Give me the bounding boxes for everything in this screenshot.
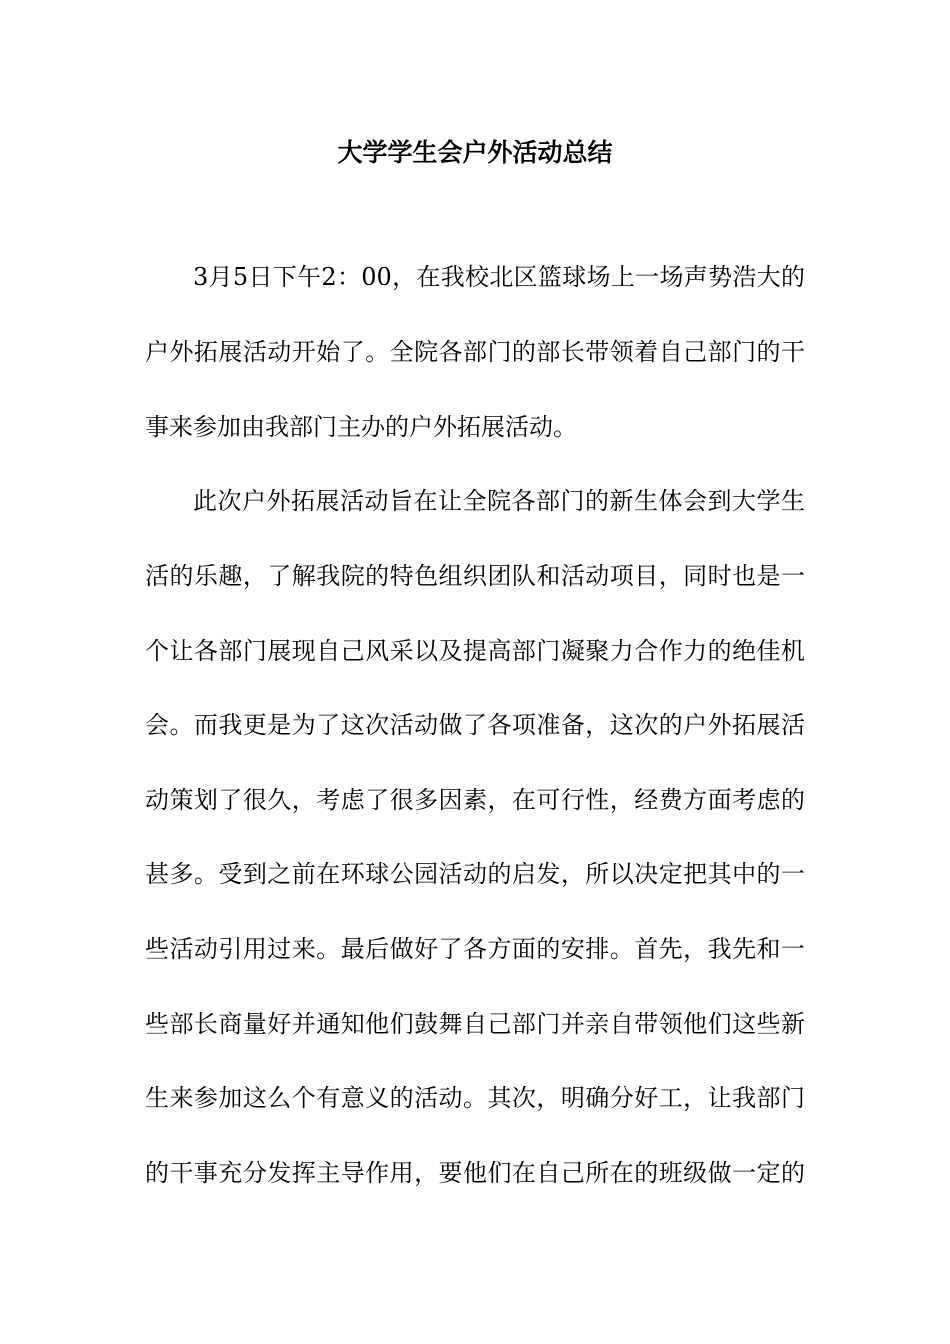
document-title: 大学学生会户外活动总结 [337, 138, 613, 167]
paragraph-2-line-3: 个让各部门展现自己风采以及提高部门凝聚力合作力的绝佳机 [145, 637, 805, 665]
paragraph-1-line-1: 3月5日下午2：00，在我校北区篮球场上一场声势浩大的 [193, 263, 805, 291]
paragraph-2-line-2: 活的乐趣，了解我院的特色组织团队和活动项目，同时也是一 [145, 562, 805, 590]
paragraph-1-line-2: 户外拓展活动开始了。全院各部门的部长带领着自己部门的干 [145, 338, 805, 366]
paragraph-1-line-3: 事来参加由我部门主办的户外拓展活动。 [145, 413, 577, 441]
paragraph-2-line-8: 些部长商量好并通知他们鼓舞自己部门并亲自带领他们这些新 [145, 1010, 805, 1038]
paragraph-2-line-1: 此次户外拓展活动旨在让全院各部门的新生体会到大学生 [193, 487, 805, 515]
paragraph-2-line-4: 会。而我更是为了这次活动做了各项准备，这次的户外拓展活 [145, 711, 805, 739]
paragraph-2-line-7: 些活动引用过来。最后做好了各方面的安排。首先，我先和一 [145, 935, 805, 963]
paragraph-2-line-6: 甚多。受到之前在环球公园活动的启发，所以决定把其中的一 [145, 860, 805, 888]
paragraph-2-line-5: 动策划了很久，考虑了很多因素，在可行性，经费方面考虑的 [145, 786, 805, 814]
paragraph-2-line-10: 的干事充分发挥主导作用，要他们在自己所在的班级做一定的 [145, 1159, 805, 1187]
paragraph-2-line-9: 生来参加这么个有意义的活动。其次，明确分好工，让我部门 [145, 1084, 805, 1112]
